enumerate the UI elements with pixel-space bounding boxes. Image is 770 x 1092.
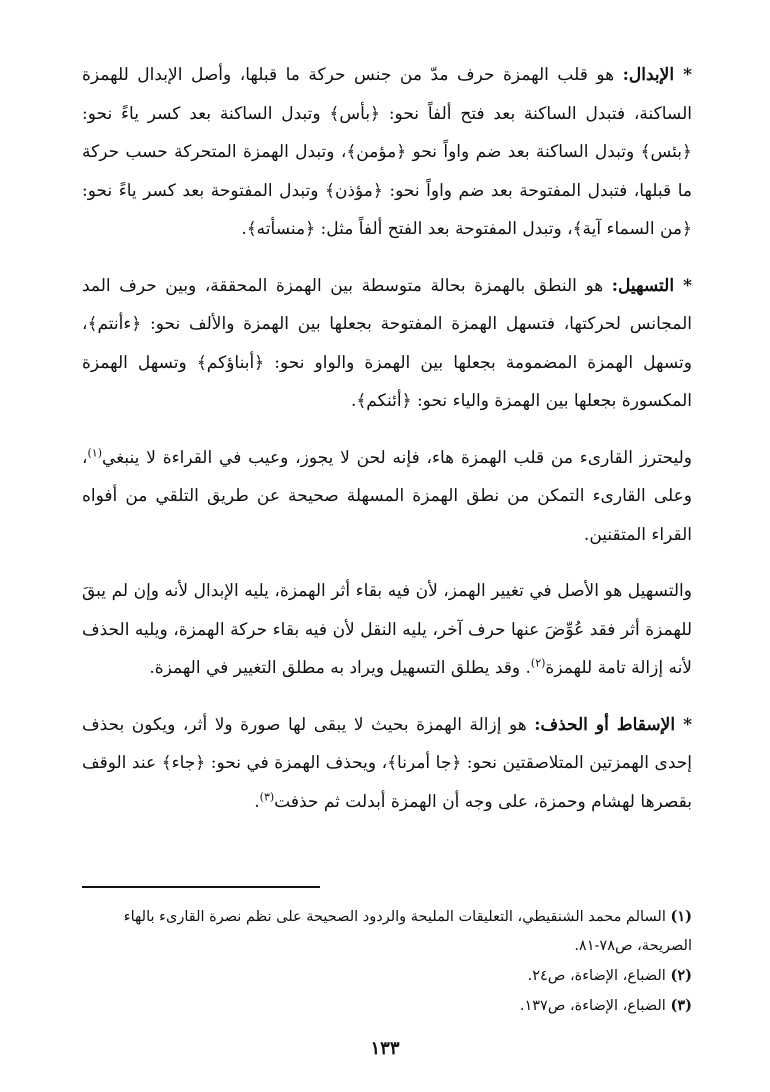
footnote-1 (82, 902, 692, 961)
page-number: ١٣٣ (370, 1038, 400, 1059)
paragraph-tashil-priority (82, 572, 692, 688)
footnote-divider (82, 886, 320, 888)
paragraph-text: وليحترز القارىء من قلب الهمزة هاء، فإنه لحن لا يجوز، وعيب في القراءة لا ينبغي (102, 447, 692, 468)
term-ibdal: * الإبدال: (622, 65, 692, 85)
footnote-number: (٢) (670, 967, 692, 984)
footnotes (82, 902, 692, 1021)
footnote-2 (82, 961, 692, 991)
paragraph-ibdal (82, 56, 692, 249)
paragraph-warning (82, 439, 692, 555)
paragraph-text-tail: ، وعلى القارىء التمكن من نطق الهمزة المسهلة صحيحة عن طريق التلقي من أفواه القراء المتقنين. (82, 447, 692, 545)
paragraph-text-tail: . (254, 791, 260, 812)
footnote-number: (٣) (670, 997, 692, 1014)
paragraph-text: هو إزالة الهمزة بحيث لا يبقى لها صورة ولا أثر، ويكون بحذف إحدى الهمزتين المتلاصقتين نحو: ﴿جا أمرنا﴾، ويحذف الهمزة في نحو: ﴿جاء﴾ عند الوقف بقصرها لهشام وحمزة، على وجه أن الهمزة أبدلت ثم حذفت (82, 714, 692, 812)
paragraph-isqat (82, 706, 692, 822)
paragraph-text: هو النطق بالهمزة بحالة متوسطة بين الهمزة المحققة، وبين حرف المد المجانس لحركتها، فتسهل الهمزة المفتوحة بجعلها بين الهمزة والألف نحو: ﴿ءأنتم﴾، وتسهل الهمزة المضمومة بجعلها بين الهمزة والواو نحو: ﴿أبناؤكم﴾ وتسهل الهمزة المكسورة بجعلها بين الهمزة والياء نحو: ﴿أئنكم﴾. (82, 275, 692, 411)
footnote-text: الضباع، الإضاءة، ص٢٤. (527, 968, 666, 984)
term-tashil: * التسهيل: (611, 275, 692, 296)
term-isqat: * الإسقاط أو الحذف: (534, 714, 692, 735)
paragraph-text: والتسهيل هو الأصل في تغيير الهمز، لأن فيه بقاء أثر الهمزة، يليه الإبدال لأنه وإن لم يبقَ للهمزة أثر فقد عُوِّضَ عنها حرف آخر، يليه النقل لأن فيه بقاء حركة الهمزة، ويليه الحذف لأنه إزالة تامة للهمزة (82, 581, 692, 678)
footnote-ref-1[interactable]: (١) (87, 445, 103, 459)
paragraph-text: هو قلب الهمزة حرف مدّ من جنس حركة ما قبلها، وأصل الإبدال للهمزة الساكنة، فتبدل الساكنة بعد فتح ألفاً نحو: ﴿بأس﴾ وتبدل الساكنة بعد كسر ياءً نحو: ﴿بئس﴾ وتبدل الساكنة بعد ضم واواً نحو ﴿مؤمن﴾، وتبدل الهمزة المتحركة حسب حركة ما قبلها، فتبدل المفتوحة بعد ضم واواً نحو: ﴿مؤذن﴾ وتبدل المفتوحة بعد كسر ياءً نحو: ﴿من السماء آية﴾، وتبدل المفتوحة بعد الفتح ألفاً مثل: ﴿منسأته﴾. (82, 65, 692, 239)
paragraph-tashil (82, 267, 692, 421)
footnote-text: الضباع، الإضاءة، ص١٣٧. (519, 998, 666, 1014)
footnote-ref-2[interactable]: (٢) (530, 656, 546, 670)
footnote-text: السالم محمد الشنقيطي، التعليقات المليحة والردود الصحيحة على نظم نصرة القارىء بالهاء الصريحة، ص٧٨-٨١. (123, 909, 692, 954)
footnote-3 (82, 991, 692, 1021)
paragraph-text-tail: . وقد يطلق التسهيل ويراد به مطلق التغيير في الهمزة. (149, 658, 531, 678)
footnote-ref-3[interactable]: (٣) (259, 789, 275, 803)
footnote-number: (١) (670, 908, 692, 925)
